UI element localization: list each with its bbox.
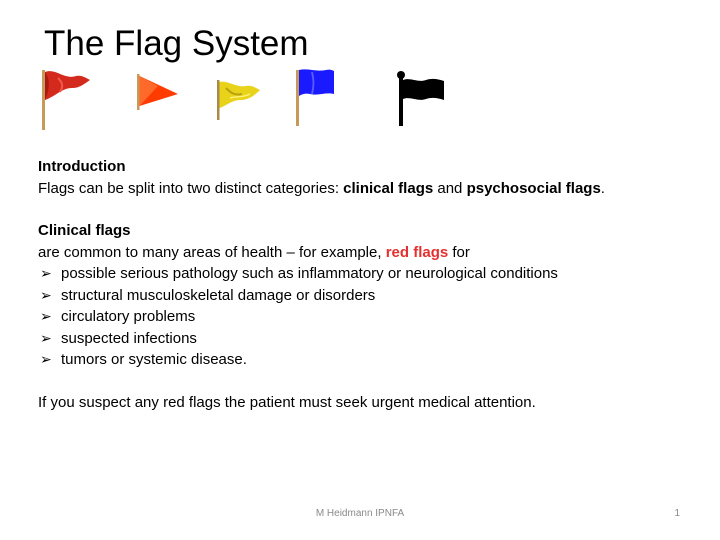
clinical-paragraph — [38, 242, 698, 264]
flag-row — [30, 66, 460, 132]
yellow-flag-icon — [212, 66, 264, 132]
arrow-bullet-icon: ➢ — [40, 265, 52, 281]
blue-flag-icon — [292, 66, 344, 132]
arrow-bullet-icon: ➢ — [40, 351, 52, 367]
list-item — [38, 306, 698, 328]
psychosocial-flags-term: psychosocial flags — [466, 179, 601, 197]
arrow-bullet-icon: ➢ — [40, 286, 52, 303]
list-item — [38, 328, 698, 350]
bullet-text: possible serious pathology such as inflammatory or neurological conditions — [61, 265, 558, 282]
red-flags-term: red flags — [385, 243, 449, 261]
closing-statement: If you suspect any red flags the patient must seek urgent medical attention. — [38, 393, 536, 411]
bullet-text: structural musculoskeletal damage or disorders — [61, 286, 376, 304]
clinical-text: are common to many areas of health – for example, — [38, 243, 386, 261]
arrow-bullet-icon: ➢ — [40, 308, 52, 324]
red-wavy-flag-icon — [36, 66, 96, 132]
list-item — [38, 263, 698, 285]
intro-period: . — [600, 179, 605, 197]
bullet-text: circulatory problems — [61, 308, 196, 325]
clinical-bullet-list — [38, 263, 698, 371]
clinical-heading: Clinical flags — [38, 222, 131, 239]
black-flag-icon — [394, 66, 450, 132]
clinical-flags-term: clinical flags — [343, 179, 434, 197]
orange-pennant-flag-icon — [132, 66, 182, 132]
intro-heading: Introduction — [38, 158, 126, 175]
footer-author: M Heidmann IPNFA — [315, 508, 405, 519]
spacer — [38, 371, 698, 392]
arrow-bullet-icon: ➢ — [40, 329, 52, 346]
slide-body — [38, 156, 698, 413]
bullet-text: tumors or systemic disease. — [61, 351, 247, 368]
spacer — [38, 199, 698, 220]
bullet-text: suspected infections — [61, 329, 197, 347]
intro-text: Flags can be split into two distinct categories: — [38, 179, 344, 197]
intro-and: and — [433, 179, 467, 197]
clinical-text-after: for — [448, 243, 470, 261]
list-item — [38, 285, 698, 307]
list-item — [38, 349, 698, 371]
intro-paragraph — [38, 178, 698, 200]
slide-title: The Flag System — [44, 24, 309, 63]
page-number: 1 — [674, 508, 680, 519]
